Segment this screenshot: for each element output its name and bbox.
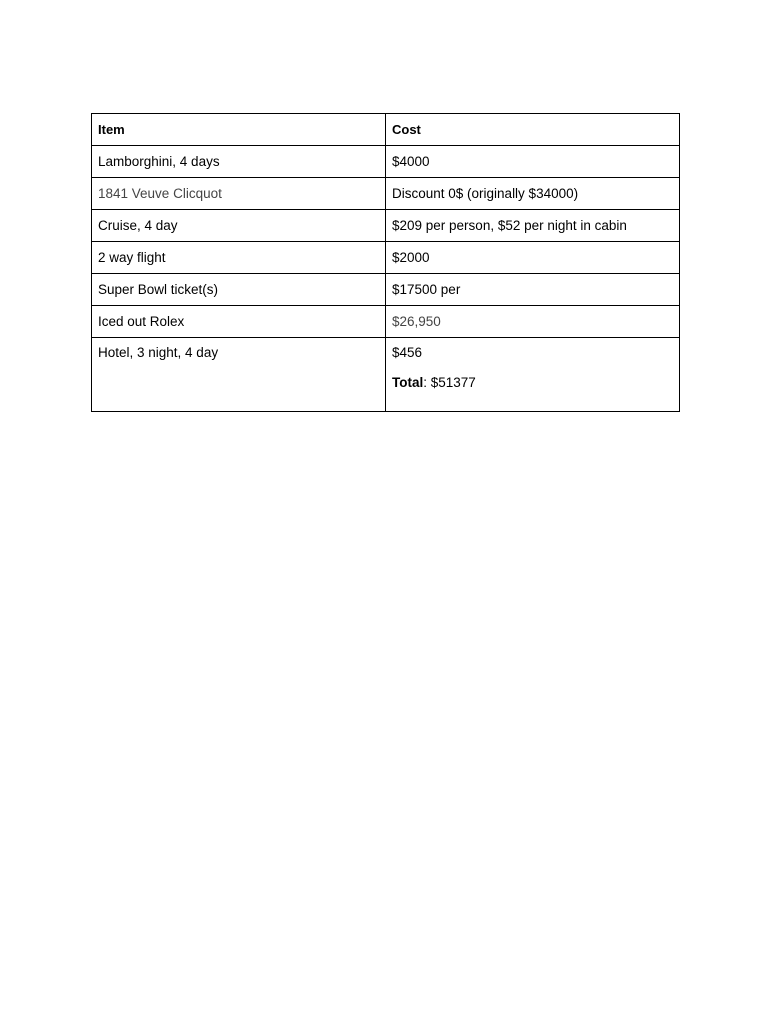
item-cell: 1841 Veuve Clicquot <box>92 178 386 210</box>
item-cell: Super Bowl ticket(s) <box>92 274 386 306</box>
item-cell: 2 way flight <box>92 242 386 274</box>
header-cost: Cost <box>386 114 680 146</box>
total-label: Total <box>392 375 424 390</box>
table-row <box>92 146 680 178</box>
cost-cell: $209 per person, $52 per night in cabin <box>386 210 680 242</box>
table-row <box>92 274 680 306</box>
table-row <box>92 210 680 242</box>
item-cell: Iced out Rolex <box>92 306 386 338</box>
cost-cell: $26,950 <box>386 306 680 338</box>
table-row <box>92 338 680 412</box>
total-value: $51377 <box>427 375 476 390</box>
total-line <box>392 375 673 390</box>
table-row <box>92 306 680 338</box>
cost-value: $456 <box>392 345 423 360</box>
cost-cell: $2000 <box>386 242 680 274</box>
table-row <box>92 242 680 274</box>
item-cell: Lamborghini, 4 days <box>92 146 386 178</box>
header-item: Item <box>92 114 386 146</box>
item-cell: Hotel, 3 night, 4 day <box>92 338 386 412</box>
cost-cell-with-total <box>386 338 680 412</box>
table-row <box>92 178 680 210</box>
item-cell: Cruise, 4 day <box>92 210 386 242</box>
cost-cell: $4000 <box>386 146 680 178</box>
header-row <box>92 114 680 146</box>
cost-cell: $17500 per <box>386 274 680 306</box>
total-separator: : <box>423 375 428 390</box>
cost-table <box>91 113 680 412</box>
cost-cell: Discount 0$ (originally $34000) <box>386 178 680 210</box>
